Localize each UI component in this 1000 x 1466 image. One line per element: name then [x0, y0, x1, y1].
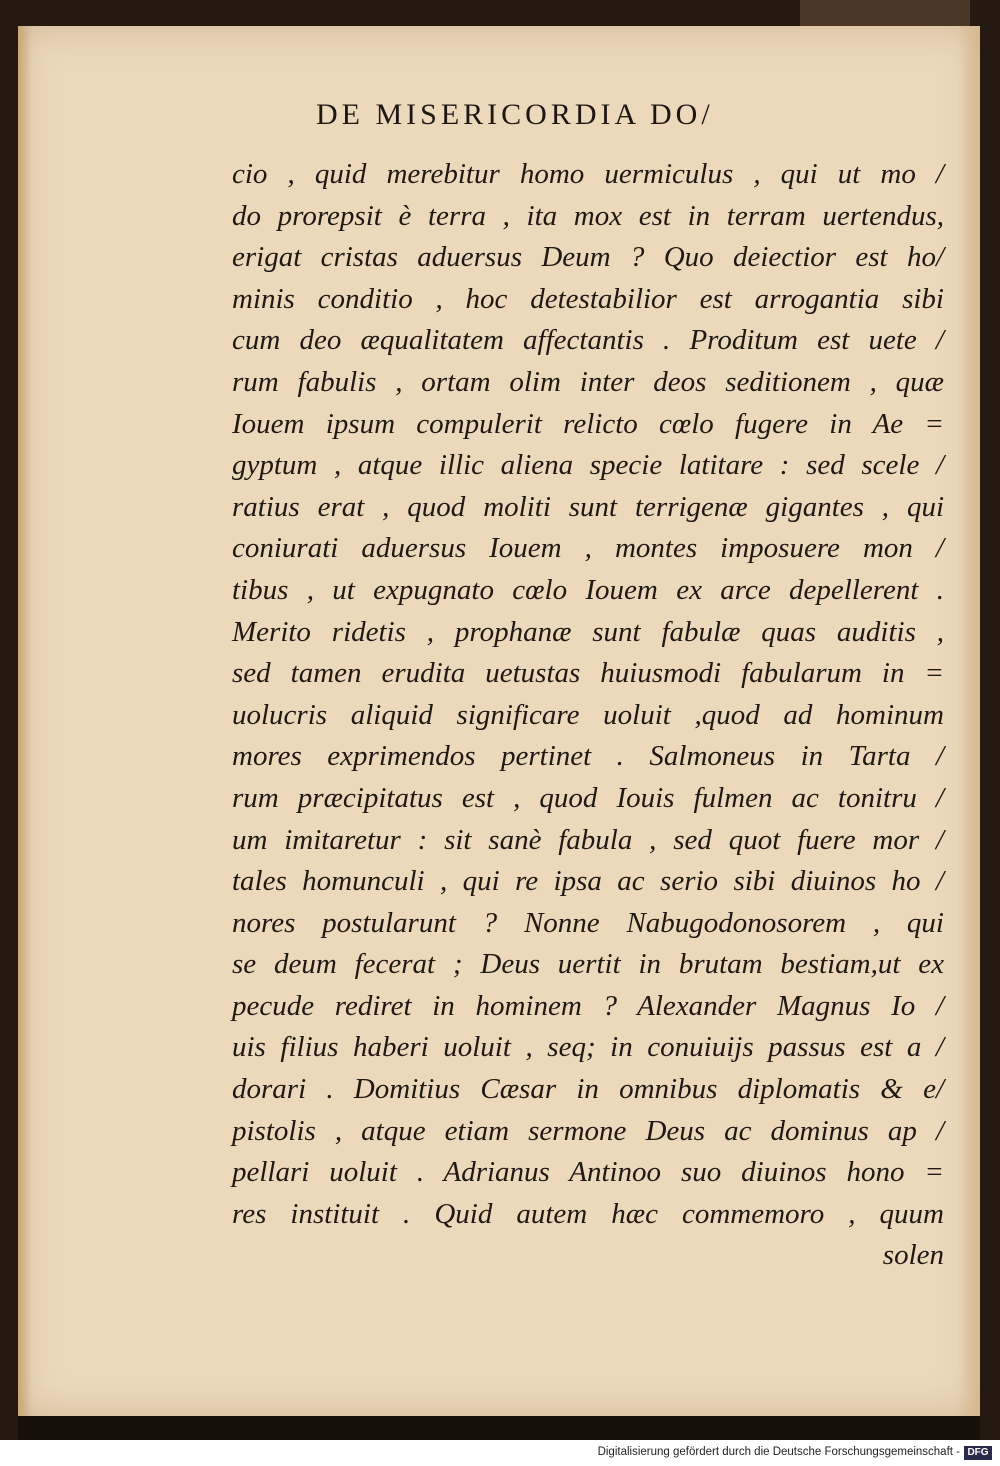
text-line: se deum fecerat ; Deus uertit in brutam bestiam,ut ex	[232, 948, 944, 981]
text-line: pecude rediret in hominem ? Alexander Magnus Io /	[232, 989, 944, 1022]
text-line: uolucris aliquid significare uoluit ,quod ad hominum	[232, 698, 944, 731]
text-line: uis filius haberi uoluit , seq; in conuiuijs passus est a /	[232, 1031, 944, 1064]
text-line: mores exprimendos pertinet . Salmoneus in Tarta /	[232, 740, 944, 773]
text-line: gyptum , atque illic aliena specie latitare : sed scele /	[232, 449, 944, 482]
text-line: um imitaretur : sit sanè fabula , sed quot fuere mor /	[232, 823, 944, 856]
running-head: DE MISERICORDIA DO/	[316, 98, 714, 131]
text-line: cio , quid merebitur homo uermiculus , qui ut mo /	[232, 158, 944, 190]
page-edge-shading	[958, 26, 980, 1416]
text-line: coniurati aduersus Iouem , montes imposuere mon /	[232, 532, 944, 565]
text-line: res instituit . Quid autem hæc commemoro , quum	[232, 1197, 944, 1230]
text-line: pistolis , atque etiam sermone Deus ac dominus ap /	[232, 1114, 944, 1147]
text-line: nores postularunt ? Nonne Nabugodonosorem , qui	[232, 906, 944, 939]
book-page	[18, 26, 980, 1416]
text-line: ratius erat , quod moliti sunt terrigenæ gigantes , qui	[232, 490, 944, 523]
text-line: pellari uoluit . Adrianus Antinoo suo diuinos hono =	[232, 1156, 944, 1189]
text-line: Merito ridetis , prophanæ sunt fabulæ quas auditis ,	[232, 615, 944, 648]
text-line: minis conditio , hoc detestabilior est arrogantia sibi	[232, 282, 944, 315]
body-text	[232, 154, 944, 1277]
text-line: dorari . Domitius Cæsar in omnibus diplomatis & e/	[232, 1073, 944, 1106]
text-line: do prorepsit è terra , ita mox est in terram uertendus,	[232, 199, 944, 232]
text-line: tales homunculi , qui re ipsa ac serio sibi diuinos ho /	[232, 865, 944, 898]
text-line: tibus , ut expugnato cœlo Iouem ex arce depellerent .	[232, 573, 944, 606]
text-line: erigat cristas aduersus Deum ? Quo deiectior est ho/	[232, 241, 944, 274]
dfg-logo: DFG	[964, 1446, 992, 1460]
text-line: rum præcipitatus est , quod Iouis fulmen ac tonitru /	[232, 781, 944, 814]
page-bottom-shadow	[18, 1416, 980, 1440]
corner-stain	[800, 0, 970, 26]
text-line: rum fabulis , ortam olim inter deos seditionem , quæ	[232, 365, 944, 398]
catchword: solen	[882, 1239, 944, 1272]
text-line: Iouem ipsum compulerit relicto cœlo fugere in Ae =	[232, 407, 944, 440]
text-line: sed tamen erudita uetustas huiusmodi fabularum in =	[232, 657, 944, 690]
text-line: cum deo æqualitatem affectantis . Proditum est uete /	[232, 324, 944, 357]
funding-credit: Digitalisierung gefördert durch die Deutsche Forschungsgemeinschaft -	[597, 1446, 960, 1458]
digitization-footer	[0, 1440, 1000, 1466]
